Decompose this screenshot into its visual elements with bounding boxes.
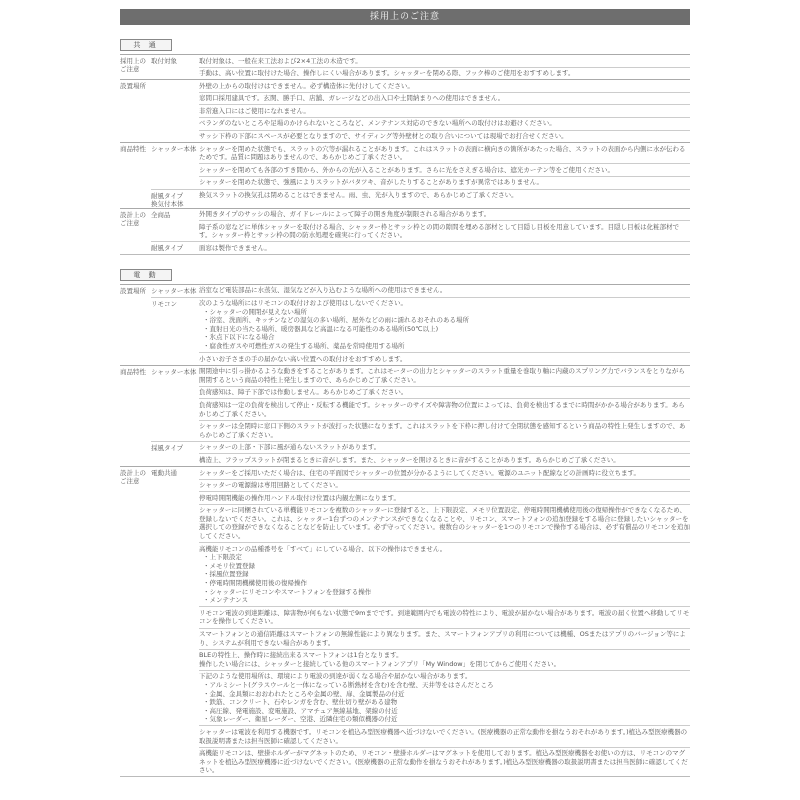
subcategory-list: [151, 366, 690, 466]
subcategory-label: 採風タイプ: [151, 443, 184, 452]
note-bullet: ・メンテナンス: [203, 596, 248, 605]
subcategory-list: [151, 209, 690, 254]
subcategory-label: [151, 80, 199, 142]
note-item: [199, 467, 690, 479]
note-bullet: ・直射日光の当たる場所、暖房器具など高温になる可能性のある場所(50℃以上): [203, 324, 439, 333]
note-item: [199, 209, 690, 221]
note-text: 障子系の窓などに単体シャッターを取付ける場合、シャッター枠とサッシ枠との間の隙間を埋める部材として目隠し目板を用意しています。目隠し目板は化粧部材です。シャッター枠とサッシ枠の間の防水処理を確実に行ってください。: [199, 222, 680, 240]
note-bullet: ・上下限設定: [203, 553, 242, 562]
subcategory-list: [151, 467, 690, 776]
category-group: [120, 142, 690, 207]
subcategory-row: [151, 366, 690, 441]
notes-sections: [120, 25, 690, 777]
note-text: 停電時開閉機能の操作用ハンドル取付け位置は内観左側になります。: [199, 493, 400, 502]
note-bullet: ・気象レーダー、衛星レーダー、空港、近隣住宅の類似機器の付近: [203, 715, 398, 724]
note-item: [199, 398, 690, 419]
category-group: [120, 365, 690, 466]
note-item: [199, 298, 690, 353]
note-text: 取付対象は、一般在来工法および2×4工法の木造です。: [199, 56, 362, 65]
note-text: 下記のような使用場所は、環境により電波の到達が弱くなる場合や届かない場合があります。: [199, 672, 472, 681]
note-item: [199, 80, 690, 92]
subcategory-row: [151, 297, 690, 365]
note-item: [199, 491, 690, 504]
subcategory-list: [151, 80, 690, 142]
note-text: シャッターに同梱されている単機能リモコンを複数のシャッターに登録すると、上下限設定、メモリ位置設定、停電時開閉機構使用後の復帰操作ができなくなるため、登録しないでください。これは、シャッター1台ずつのメンテナンスができなくなることや、リモコン、スマートフォンの追加登録をする場合に登録したいシャッターを選択しての登録ができなくなることなどを防止しています。必ず守ってください。複数台のシャッターを1つのリモコンで操作する場合は、必ず有償品のリモコンを追加してください。: [199, 506, 690, 541]
note-text: 窓間口採用建具です。玄関、勝手口、店舗、ガレージなどの出入口や土間納まりへの使用はできません。: [199, 94, 505, 103]
subcategory-label: 電動共通: [151, 469, 177, 477]
category-group: [120, 79, 690, 142]
note-text: 高機能リモコンは、壁掛ホルダーがマグネットのため、リモコン・壁掛ホルダーはマグネットを使用しております。植込み型医療機器をお使いの方は、リモコンのマグネットを植込み型医療機器に近づけないでください。(医療機器の正常な動作を損なうおそれがあります。)植込み型医療機器の取扱説明書または担当医師に確認してください。: [199, 749, 688, 775]
note-item: [199, 542, 690, 606]
note-list: [199, 55, 690, 79]
note-bullet: ・採風位置登録: [203, 570, 249, 579]
note-text: 浴室など電装部品に水蒸気、湿気などが入り込むような場所への使用はできません。: [199, 286, 447, 295]
note-list: [199, 80, 690, 142]
subcategory-list: [151, 143, 690, 207]
subcategory-row: [151, 143, 690, 188]
subcategory-row: [151, 209, 690, 242]
category-group: [120, 54, 690, 79]
category-label: 設置場所: [120, 286, 146, 295]
note-text: 操作したい場合には、シャッターと接続している他のスマートフォンアプリ「My Window」を閉じてからご使用ください。: [199, 659, 561, 668]
note-item: [199, 55, 690, 67]
note-item: [199, 352, 690, 365]
note-bullet: ・シャッターの開閉が見えない場所: [203, 307, 307, 316]
note-item: [199, 190, 690, 202]
notes-table: [120, 54, 690, 255]
note-text: 面窓は製作できません。: [199, 243, 271, 252]
category-group: [120, 284, 690, 365]
note-list: [199, 366, 690, 441]
note-list: [199, 442, 690, 466]
note-text: 小さいお子さまの手の届かない高い位置への取付けをおすすめします。: [199, 354, 407, 363]
note-bullet: ・金属、金具類におおわれたところや金属の壁、扉、金属製品の付近: [203, 689, 405, 698]
category-group: [120, 466, 690, 776]
note-item: [199, 606, 690, 627]
note-text: 換気スラットの換気孔は閉めることはできません。雨、虫、光が入りますので、あらかじめご了承ください。: [199, 191, 518, 200]
note-text: 手動は、高い位置に取付けた場合、操作しにくい場合があります。シャッターを閉める際、フック棒のご使用をおすすめします。: [199, 69, 575, 78]
note-bullet: ・腐食性ガスや可燃性ガスの発生する場所、薬品を常時使用する場所: [203, 341, 405, 350]
note-bullet: ・氷点下以下になる場合: [203, 333, 275, 342]
note-text: シャッターの電源線は専用回路としてください。: [199, 481, 342, 490]
note-bullet: ・鉄筋、コンクリート、石やレンガを含む、壁仕切り壁がある建物: [203, 698, 398, 707]
note-text: シャッターを閉めても各部のすき間から、外からの光が入ることがあります。さらに光をさえぎる場合は、遮光カーテン等をご使用ください。: [199, 165, 615, 174]
note-bullet: ・停電時開閉機構使用後の復帰操作: [203, 579, 307, 588]
note-item: [199, 420, 690, 441]
note-text: 構造上、フラップスラットが閉まるときに音がします。また、シャッターを開けるときに音がすることがあります。あらかじめご了承ください。: [199, 455, 620, 464]
subcategory-list: [151, 285, 690, 365]
subcategory-label: 耐風タイプ: [151, 244, 184, 253]
note-bullet: ・アルミシート(グラスウールと一体になっている断熱材を含む)を含む壁、天井等をはさんだところ: [203, 680, 494, 689]
note-list: [199, 143, 690, 188]
note-item: [199, 479, 690, 492]
note-item: [199, 117, 690, 130]
note-item: [199, 504, 690, 542]
note-text: シャッターは電波を利用する機器です。リモコンを植込み型医療機器へ近づけないでください。(医療機器の正常な動作を損なうおそれがあります。)植込み型医療機器の取扱説明書または担当医師に確認してください。: [199, 727, 688, 745]
subcategory-row: [151, 467, 690, 776]
note-bullet: ・高圧線、発電施設、変電施設、アマチュア無線基地、架線の付近: [203, 706, 398, 715]
category-label: 商品特性: [120, 145, 146, 154]
note-list: [199, 209, 690, 242]
note-item: [199, 92, 690, 105]
subcategory-row: [151, 285, 690, 297]
note-item: [199, 442, 690, 454]
section-tag: 共 通: [120, 39, 172, 51]
note-list: [199, 467, 690, 776]
note-text: シャッターの上部・下部に風が通らないスラットがあります。: [199, 443, 381, 452]
note-item: [199, 176, 690, 189]
note-list: [199, 242, 690, 254]
note-item: [199, 242, 690, 254]
subcategory-label: 取付対象: [151, 57, 177, 65]
note-text: 外壁の上からの取付けはできません。必ず構造体に先付けしてください。: [199, 81, 414, 90]
note-item: [199, 285, 690, 297]
note-item: [199, 747, 690, 777]
note-list: [199, 190, 690, 208]
note-text: シャッターを閉めた状態でも、スラットの穴等が漏れることがあります。これはスラットの表面に横向きの箇所があたった場合、スラットの表面から内側に水が伝わるためです。品質に問題はありませんので、あらかじめご了承ください。: [199, 144, 686, 162]
note-item: [199, 220, 690, 241]
note-item: [199, 163, 690, 176]
note-text: サッシ下枠の下部にスペースが必要となりますので、サイディング等外壁材との取り合いについては現場でお打合せください。: [199, 132, 568, 141]
note-text: 次のような場所にはリモコンの取付けおよび使用はしないでください。: [199, 299, 407, 307]
subcategory-row: [151, 55, 690, 79]
subcategory-label: シャッター本体: [151, 286, 197, 295]
note-text: リモコン電波の到達距離は、障害物が何もない状態で9mまでです。到達範囲内でも電波の特性により、電波が届かない場合があります。電波の届く位置へ移動してリモコンを操作してください。: [199, 608, 690, 626]
note-list: [199, 285, 690, 297]
section-tag: 電 動: [120, 269, 172, 281]
subcategory-label: 耐風タイプ 換気付本体: [151, 191, 184, 208]
note-item: [199, 453, 690, 466]
subcategory-label: 全商品: [151, 210, 171, 219]
category-label: 商品特性: [120, 367, 146, 376]
note-list: [199, 298, 690, 365]
note-text: BLEの特性上、操作時に接続出来るスマートフォンは1台となります。: [199, 651, 403, 660]
subcategory-label: シャッター本体: [151, 367, 197, 376]
note-text: 負荷感知は、障子下部では作動しません。あらかじめご了承ください。: [199, 388, 408, 397]
note-text: シャッターをご採用いただく場合は、住宅の平面図でシャッターの位置が分かるようにしてください。電源のユニット配線などの計画時に役立ちます。: [199, 468, 640, 477]
note-item: [199, 130, 690, 143]
subcategory-row: [151, 241, 690, 254]
notes-table: [120, 284, 690, 778]
note-item: [199, 670, 690, 726]
category-label: 設計上の ご注意: [120, 469, 146, 485]
subcategory-row: [151, 189, 690, 208]
note-bullet: ・シャッターにリモコンやスマートフォンを登録する操作: [203, 587, 372, 596]
subcategory-label: シャッター本体: [151, 145, 197, 154]
note-text: 外開きタイプのサッシの場合、ガイドレールによって障子の開き角度が制限される場合があります。: [199, 210, 491, 219]
note-bullet: ・メモリ位置登録: [203, 561, 255, 570]
category-label: 設置場所: [120, 82, 146, 91]
note-text: シャッターを閉めた状態で、強風によりスラットがバタツキ、音がしたりすることがありますが異常ではありません。: [199, 178, 544, 187]
note-bullet: ・浴室、洗面所、キッチンなどの湿気の多い場所、屋外などの雨に濡れるおそれのある場所: [203, 316, 470, 325]
category-group: [120, 208, 690, 254]
subcategory-label: リモコン: [151, 299, 177, 308]
category-label: 採用上の ご注意: [120, 57, 146, 73]
note-text: シャッターは全閉時に窓口下側のスラットが波打った状態になります。これはスラットを下枠に押し付けて全閉状態を感知するという商品の特性上発生しますので、あらかじめご了承ください。: [199, 422, 686, 439]
note-text: 非常進入口にはご使用になれません。: [199, 106, 310, 115]
note-text: ベランダのないところや足場のかけられないところなど、メンテナンス対応のできない場所への取付けはお避けください。: [199, 119, 556, 128]
note-text: 高機能リモコンの品種番号を「すべて」にしている場合、以下の操作はできません。: [199, 544, 447, 553]
note-item: [199, 366, 690, 386]
note-item: [199, 628, 690, 649]
note-item: [199, 104, 690, 117]
subcategory-row: [151, 441, 690, 466]
note-item: [199, 67, 690, 80]
note-item: [199, 649, 690, 670]
category-label: 設計上の ご注意: [120, 210, 146, 227]
note-text: 負荷感知は一定の負荷を検出して停止・反転する機能です。シャッターのサイズや障害物の位置によっては、負荷を検出するまでに時間がかかる場合があります。あらかじめご了承ください。: [199, 400, 685, 418]
note-item: [199, 386, 690, 399]
subcategory-row: [151, 80, 690, 142]
note-item: [199, 725, 690, 746]
page-title: 採用上のご注意: [120, 9, 690, 25]
document-page: [120, 9, 690, 777]
note-text: 開閉途中に引っ掛かるような動きをすることがあります。これはモーターの出力とシャッターのスラット重量を巻取り軸に内蔵のスプリング力でバランスをとりながら開閉するという商品の特性上発生しますので、あらかじめご了承ください。: [199, 367, 685, 384]
note-text: スマートフォンとの通信距離はスマートフォンの無線性能により異なります。また、スマートフォンアプリの利用については機種、OSまたはアプリのバージョン等により、システムが利用できない場合があります。: [199, 630, 686, 647]
subcategory-list: [151, 55, 690, 79]
note-item: [199, 143, 690, 163]
